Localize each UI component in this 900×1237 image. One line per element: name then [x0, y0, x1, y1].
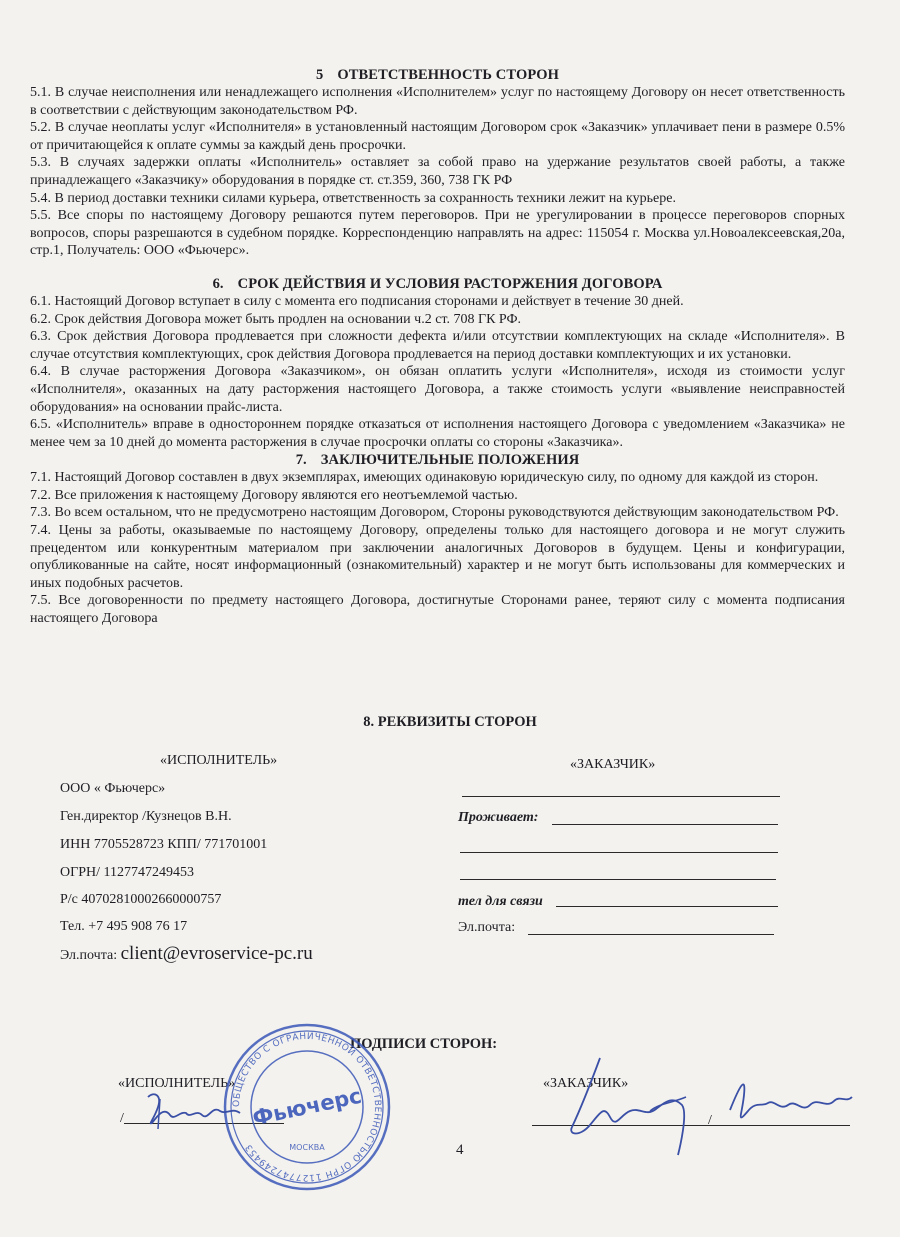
clause: 6.2. Срок действия Договора может быть продлен на основании ч.2 ст. 708 ГК РФ. — [30, 311, 522, 327]
signatures-title: ПОДПИСИ СТОРОН: — [350, 1036, 498, 1052]
clause: 7.5. Все договоренности по предмету настоящего Договора, достигнутые Сторонами ранее, теряют силу с момента подписания настоящего Договора — [30, 593, 845, 627]
executor-account: Р/с 40702810002660000757 — [60, 892, 222, 907]
customer-email-label: Эл.почта: — [458, 920, 516, 935]
executor-email-row — [60, 945, 313, 964]
section-number: 5 — [316, 67, 324, 83]
customer-name-line[interactable] — [462, 796, 780, 797]
clause: 7.3. Во всем остальном, что не предусмотрено настоящим Договором, Стороны руководствуются действующим законодательством РФ. — [30, 505, 839, 521]
section-title: СРОК ДЕЙСТВИЯ И УСЛОВИЯ РАСТОРЖЕНИЯ ДОГОВОРА — [237, 275, 663, 292]
clause: 6.4. В случае расторжения Договора «Заказчиком», он обязан оплатить услуги «Исполнителя», исходя из стоимости услуг «Исполнителя», оказанных на дату расторжения настоящего Договора, а также стоимость услуги «выявление неисправностей оборудования» на основании прайс-листа. — [30, 364, 845, 415]
customer-address-line-2[interactable] — [460, 852, 778, 853]
customer-lives-label: Проживает: — [458, 810, 539, 825]
executor-inn-kpp: ИНН 7705528723 КПП/ 771701001 — [60, 837, 268, 852]
clause: 5.3. В случаях задержки оплаты «Исполнитель» оставляет за собой право на удержание результатов своей работы, а также принадлежащего «Заказчику» оборудования в порядке ст. ст.359, 360, 738 ГК РФ — [30, 155, 845, 188]
page-number: 4 — [456, 1142, 464, 1158]
section-number: 6. — [212, 275, 224, 292]
executor-signature-label: «ИСПОЛНИТЕЛЬ» — [118, 1076, 236, 1091]
clause: 5.4. В период доставки техники силами курьера, ответственность за сохранность техники лежит на курьере. — [30, 190, 676, 206]
executor-director: Ген.директор /Кузнецов В.Н. — [60, 809, 232, 824]
customer-address-line-3[interactable] — [460, 879, 776, 880]
clause: 7.4. Цены за работы, оказываемые по настоящему Договору, определены только для настоящего договора и не могут служить прецедентом или конкурентным материалом при заключении аналогичных Договоров в будущем. Цены и конфигурации, опубликованные на сайте, носят информационный (ознакомительный) характер и не могут быть использованы для коммерческих и иных подобных расчетов. — [30, 523, 845, 591]
customer-email-line[interactable] — [528, 934, 774, 935]
section-title: ЗАКЛЮЧИТЕЛЬНЫЕ ПОЛОЖЕНИЯ — [320, 452, 580, 469]
customer-heading: «ЗАКАЗЧИК» — [570, 757, 656, 772]
executor-company: ООО « Фьючерс» — [60, 781, 166, 796]
section-heading — [30, 275, 845, 293]
clause: 6.3. Срок действия Договора продлевается при сложности дефекта и/или отсутствии комплектующих на складе «Исполнителя». В случае отсутствия комплектующих, срок действия Договора продлевается на период доставки комплектующих и их установки. — [30, 329, 845, 362]
customer-signature-label: «ЗАКАЗЧИК» — [543, 1076, 629, 1091]
customer-phone-line[interactable] — [556, 906, 778, 907]
clause: 5.5. Все споры по настоящему Договору решаются путем переговоров. При не урегулировании в процессе переговоров спорных вопросов, споры разрешаются в судебном порядке. Корреспонденцию направлять на адрес: 115054 г. Москва ул.Новоалексеевская,20а, стр.1, Получатель: ООО «Фьючерс». — [30, 208, 845, 259]
section-heading — [30, 451, 845, 469]
customer-slash: / — [708, 1113, 712, 1128]
stamp-center-text: Фьючерс — [250, 1083, 364, 1131]
executor-email: client@evroservice-pc.ru — [120, 943, 313, 964]
customer-address-line-1[interactable] — [552, 824, 778, 825]
clause: 5.2. В случае неоплаты услуг «Исполнителя» в установленный настоящим Договором срок «Заказчик» уплачивает пени в размере 0.5% от причитающейся к оплате суммы за каждый день просрочки. — [30, 120, 845, 153]
executor-heading: «ИСПОЛНИТЕЛЬ» — [160, 753, 278, 768]
clause: 5.1. В случае неисполнения или ненадлежащего исполнения «Исполнителем» услуг по настоящему Договору он несет ответственность в соответствии с действующим законодательством РФ. — [30, 85, 845, 118]
section-number: 7. — [295, 452, 307, 469]
customer-signature — [560, 1055, 860, 1160]
section-title: ОТВЕТСТВЕННОСТЬ СТОРОН — [337, 67, 559, 83]
executor-signature — [140, 1085, 260, 1135]
executor-slash: / — [120, 1111, 124, 1126]
executor-ogrn: ОГРН/ 1127747249453 — [60, 865, 194, 880]
section-gap — [30, 260, 845, 275]
contract-body — [30, 66, 845, 628]
clause: 7.2. Все приложения к настоящему Договору являются его неотъемлемой частью. — [30, 487, 518, 503]
clause: 6.1. Настоящий Договор вступает в силу с момента его подписания сторонами и действует в течение 30 дней. — [30, 293, 684, 309]
stamp-city: МОСКВА — [289, 1143, 325, 1152]
customer-phone-label: тел для связи — [458, 894, 543, 909]
requisites-title: 8. РЕКВИЗИТЫ СТОРОН — [363, 714, 537, 730]
executor-email-label: Эл.почта: — [60, 948, 118, 963]
clause: 7.1. Настоящий Договор составлен в двух экземплярах, имеющих одинаковую юридическую силу, по одному для каждой из сторон. — [30, 470, 819, 486]
clause: 6.5. «Исполнитель» вправе в одностороннем порядке отказаться от исполнения настоящего Договора с уведомлением «Заказчика» не менее чем за 10 дней до момента расторжения в случае просрочки оплаты со стороны «Заказчика». — [30, 417, 845, 450]
stamp-ring-text: ОБЩЕСТВО С ОГРАНИЧЕННОЙ ОТВЕТСТВЕННОСТЬЮ ОГРН 1127747249453 — [231, 1031, 383, 1183]
section-heading — [30, 66, 845, 84]
executor-phone: Тел. +7 495 908 76 17 — [60, 919, 188, 934]
